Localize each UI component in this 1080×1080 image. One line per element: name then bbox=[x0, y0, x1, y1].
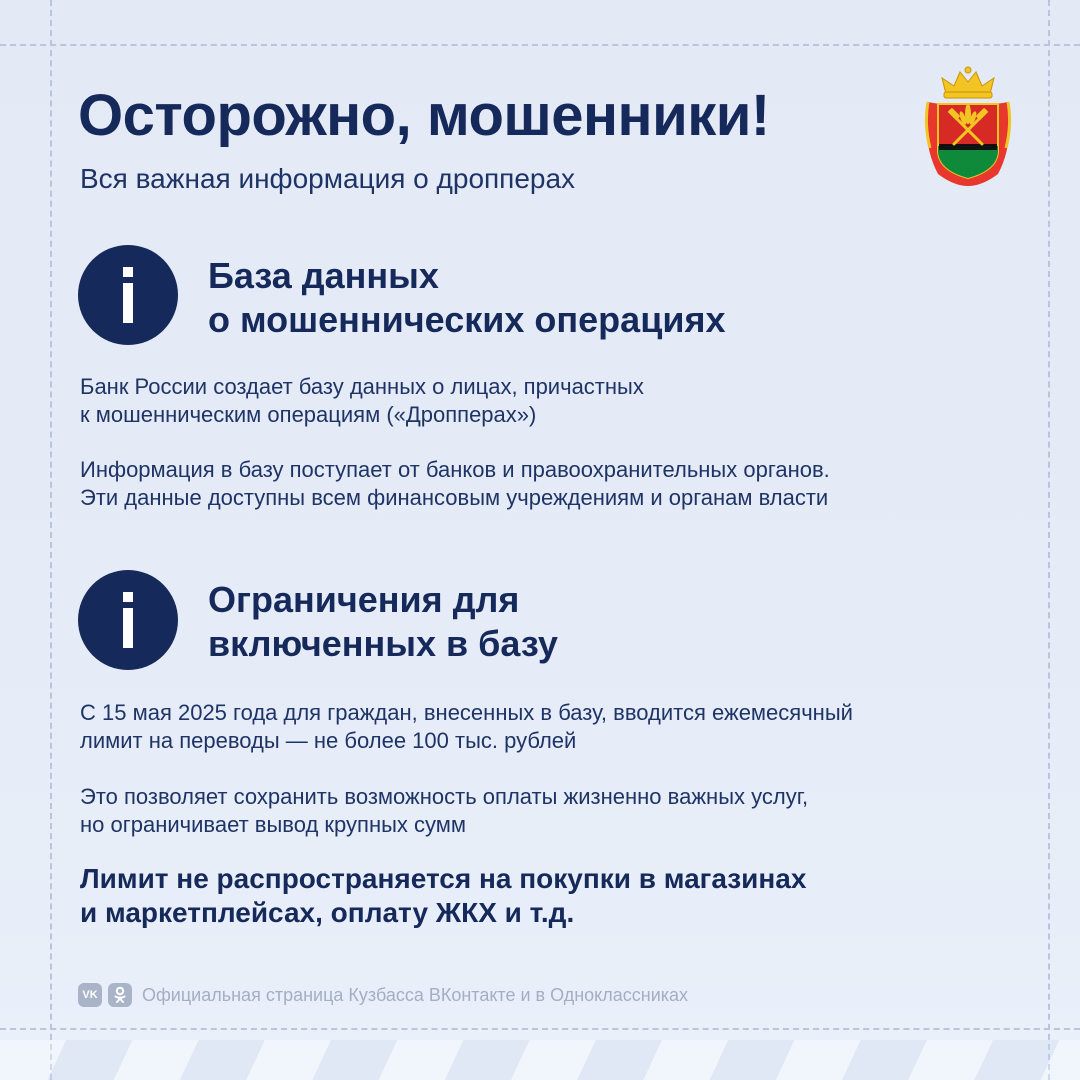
page-subtitle: Вся важная информация о дропперах bbox=[80, 163, 576, 194]
dashed-guide-bottom bbox=[0, 1028, 1080, 1030]
bottom-stripe-decoration bbox=[0, 1040, 1080, 1080]
dashed-guide-right bbox=[1048, 0, 1050, 1080]
dashed-guide-top bbox=[0, 44, 1080, 46]
dashed-guide-left bbox=[50, 0, 52, 1080]
section-database-paragraph: Банк России создает базу данных о лицах, причастных к мошенническим операциям («Дропперах») bbox=[80, 374, 644, 427]
page-title: Осторожно, мошенники! bbox=[78, 83, 770, 148]
section-limits-paragraph: С 15 мая 2025 года для граждан, внесенных в базу, вводится ежемесячный лимит на переводы — не более 100 тыс. рублей bbox=[80, 700, 853, 753]
coat-of-arms-icon bbox=[920, 64, 1016, 188]
odnoklassniki-icon[interactable] bbox=[108, 983, 132, 1007]
section-limits-paragraph: Это позволяет сохранить возможность оплаты жизненно важных услуг, но ограничивает вывод крупных сумм bbox=[80, 784, 809, 837]
vk-icon-label: VK bbox=[82, 988, 98, 1001]
section-database-paragraph: Информация в базу поступает от банков и правоохранительных органов. Эти данные доступны всем финансовым учреждениям и органам власти bbox=[80, 457, 830, 510]
limit-exception-note: Лимит не распространяется на покупки в магазинах и маркетплейсах, оплату ЖКХ и т.д. bbox=[80, 863, 807, 928]
section-database-title: База данных о мошеннических операциях bbox=[208, 255, 726, 340]
info-icon bbox=[78, 570, 178, 670]
footer bbox=[78, 982, 688, 1008]
vk-icon[interactable] bbox=[78, 983, 102, 1007]
section-limits-title: Ограничения для включенных в базу bbox=[208, 579, 558, 664]
footer-text: Официальная страница Кузбасса ВКонтакте и в Одноклассниках bbox=[142, 984, 689, 1005]
info-icon bbox=[78, 245, 178, 345]
